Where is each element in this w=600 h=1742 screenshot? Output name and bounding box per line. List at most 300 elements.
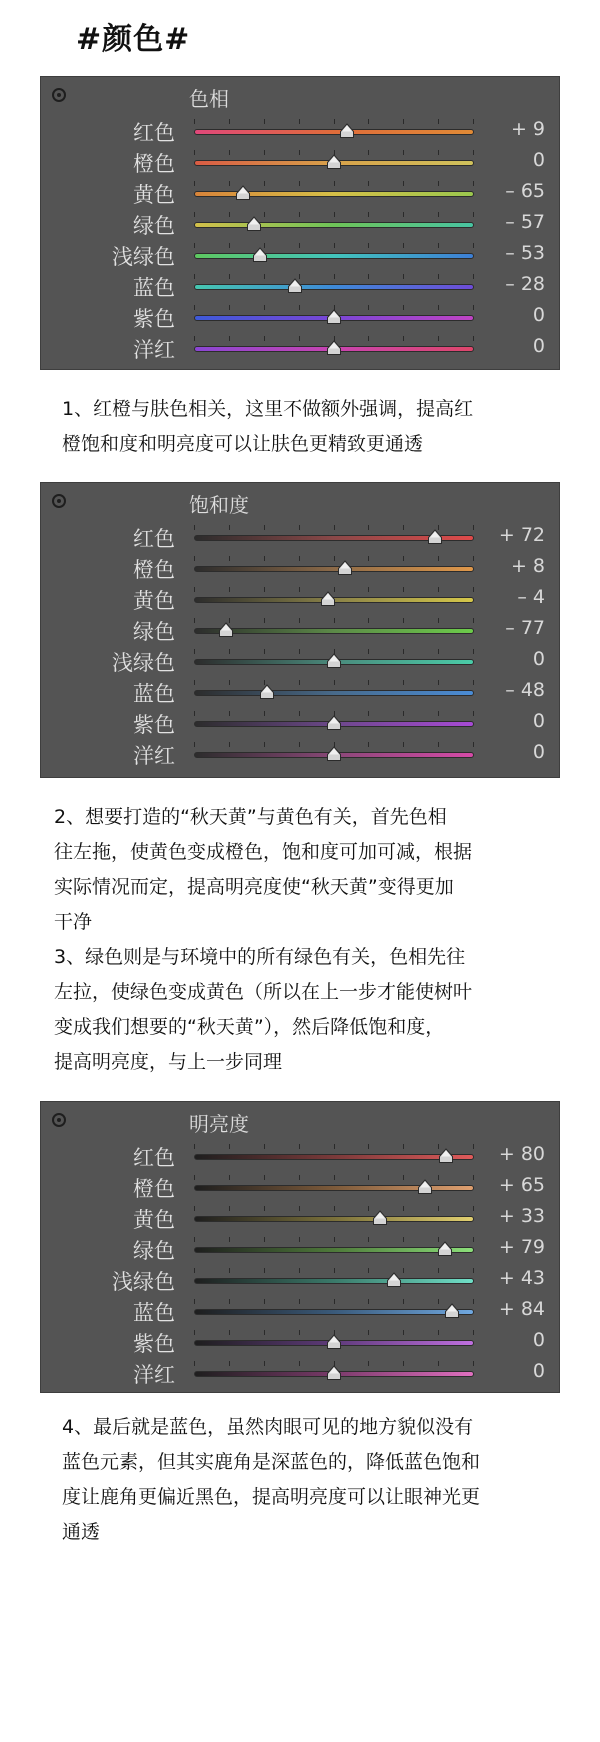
slider-ticks	[194, 243, 474, 248]
slider-row-aqua	[41, 1262, 559, 1296]
tick-mark	[334, 556, 335, 561]
slider-thumb-magenta[interactable]	[326, 340, 342, 356]
slider-row-purple	[41, 1324, 559, 1358]
slider-ticks	[194, 556, 474, 561]
tick-mark	[368, 212, 369, 217]
text-line: 3、绿色则是与环境中的所有绿色有关，色相先往	[54, 946, 466, 968]
tick-mark	[473, 119, 474, 124]
tick-mark	[229, 305, 230, 310]
slider-ticks	[194, 1268, 474, 1273]
tick-mark	[473, 1144, 474, 1149]
tick-mark	[229, 1144, 230, 1149]
slider-row-aqua	[41, 643, 559, 677]
slider-value[interactable]: – 77	[505, 617, 545, 639]
slider-value[interactable]: + 8	[510, 555, 545, 577]
tick-mark	[403, 243, 404, 248]
slider-value[interactable]: – 28	[505, 273, 545, 295]
slider-label: 洋红	[133, 338, 175, 362]
tick-mark	[264, 742, 265, 747]
tick-mark	[229, 336, 230, 341]
tick-mark	[403, 212, 404, 217]
tick-mark	[229, 711, 230, 716]
text-line: 实际情况而定，提高明亮度使“秋天黄”变得更加	[54, 876, 454, 898]
slider-label: 浅绿色	[112, 651, 175, 675]
tick-mark	[299, 1144, 300, 1149]
tick-mark	[473, 274, 474, 279]
slider-thumb-blue[interactable]	[444, 1303, 460, 1319]
tick-mark	[473, 336, 474, 341]
text-line: 橙饱和度和明亮度可以让肤色更精致更通透	[62, 433, 424, 455]
tick-mark	[368, 1144, 369, 1149]
tick-mark	[334, 680, 335, 685]
slider-value[interactable]: + 43	[498, 1267, 545, 1289]
slider-row-purple	[41, 299, 559, 333]
slider-thumb-purple[interactable]	[326, 715, 342, 731]
slider-value[interactable]: + 79	[498, 1236, 545, 1258]
tick-mark	[229, 243, 230, 248]
slider-value[interactable]: 0	[532, 335, 545, 357]
slider-label: 浅绿色	[112, 245, 175, 269]
tick-mark	[194, 742, 195, 747]
luminance-panel	[40, 1101, 560, 1393]
tick-mark	[438, 119, 439, 124]
tick-mark	[438, 181, 439, 186]
tick-mark	[438, 336, 439, 341]
slider-track-red[interactable]	[194, 129, 474, 135]
saturation-panel	[40, 482, 560, 778]
tick-mark	[229, 1361, 230, 1366]
tick-mark	[368, 1175, 369, 1180]
slider-thumb-magenta[interactable]	[326, 746, 342, 762]
tick-mark	[403, 649, 404, 654]
tick-mark	[194, 1237, 195, 1242]
tick-mark	[264, 525, 265, 530]
slider-thumb-yellow[interactable]	[372, 1210, 388, 1226]
tick-mark	[264, 1144, 265, 1149]
slider-row-blue	[41, 268, 559, 302]
slider-thumb-aqua[interactable]	[326, 653, 342, 669]
tick-mark	[438, 150, 439, 155]
text-line: 度让鹿角更偏近黑色，提高明亮度可以让眼神光更	[62, 1486, 481, 1508]
slider-label: 洋红	[133, 744, 175, 768]
tick-mark	[194, 680, 195, 685]
slider-row-orange	[41, 1169, 559, 1203]
panel-header	[41, 483, 559, 519]
slider-value[interactable]: 0	[532, 741, 545, 763]
slider-value[interactable]: + 65	[498, 1174, 545, 1196]
slider-value[interactable]: + 80	[498, 1143, 545, 1165]
slider-thumb-aqua[interactable]	[252, 247, 268, 263]
tick-mark	[264, 119, 265, 124]
tick-mark	[473, 243, 474, 248]
slider-thumb-magenta[interactable]	[326, 1365, 342, 1381]
tick-mark	[438, 1361, 439, 1366]
tick-mark	[473, 1361, 474, 1366]
tick-mark	[368, 711, 369, 716]
tick-mark	[229, 649, 230, 654]
slider-thumb-green[interactable]	[437, 1241, 453, 1257]
slider-thumb-green[interactable]	[218, 622, 234, 638]
tick-mark	[194, 1175, 195, 1180]
tick-mark	[299, 1268, 300, 1273]
tick-mark	[229, 1268, 230, 1273]
tick-mark	[473, 618, 474, 623]
tick-mark	[194, 1299, 195, 1304]
tick-mark	[299, 587, 300, 592]
tick-mark	[438, 1330, 439, 1335]
tick-mark	[403, 711, 404, 716]
tick-mark	[229, 119, 230, 124]
slider-thumb-purple[interactable]	[326, 309, 342, 325]
tick-mark	[368, 1361, 369, 1366]
tick-mark	[264, 1206, 265, 1211]
tick-mark	[368, 618, 369, 623]
tick-mark	[264, 150, 265, 155]
tick-mark	[368, 1299, 369, 1304]
slider-thumb-blue[interactable]	[259, 684, 275, 700]
slider-ticks	[194, 680, 474, 685]
tick-mark	[368, 1268, 369, 1273]
tick-mark	[194, 305, 195, 310]
tick-mark	[194, 119, 195, 124]
tick-mark	[368, 742, 369, 747]
slider-value[interactable]: + 33	[498, 1205, 545, 1227]
slider-ticks	[194, 119, 474, 124]
tick-mark	[264, 181, 265, 186]
tick-mark	[403, 150, 404, 155]
tick-mark	[473, 1330, 474, 1335]
slider-row-aqua	[41, 237, 559, 271]
tick-mark	[229, 1330, 230, 1335]
text-line: 往左拖，使黄色变成橙色，饱和度可加可减，根据	[54, 841, 473, 863]
slider-track-yellow[interactable]	[194, 1216, 474, 1222]
tick-mark	[403, 680, 404, 685]
tick-mark	[403, 1330, 404, 1335]
tick-mark	[334, 1144, 335, 1149]
tick-mark	[438, 680, 439, 685]
tick-mark	[194, 556, 195, 561]
tick-mark	[299, 649, 300, 654]
slider-ticks	[194, 1144, 474, 1149]
tick-mark	[229, 680, 230, 685]
tick-mark	[438, 711, 439, 716]
tick-mark	[368, 649, 369, 654]
tick-mark	[473, 742, 474, 747]
tick-mark	[264, 1299, 265, 1304]
panel-toggle-icon[interactable]	[52, 88, 66, 102]
tick-mark	[194, 525, 195, 530]
slider-value[interactable]: 0	[532, 648, 545, 670]
tick-mark	[473, 525, 474, 530]
slider-value[interactable]: 0	[532, 1360, 545, 1382]
slider-row-blue	[41, 674, 559, 708]
tick-mark	[403, 1361, 404, 1366]
tick-mark	[403, 742, 404, 747]
slider-value[interactable]: – 48	[505, 679, 545, 701]
tick-mark	[194, 336, 195, 341]
tick-mark	[334, 1299, 335, 1304]
slider-value[interactable]: 0	[532, 149, 545, 171]
tick-mark	[368, 680, 369, 685]
tick-mark	[264, 336, 265, 341]
tick-mark	[368, 274, 369, 279]
tick-mark	[299, 1330, 300, 1335]
tick-mark	[229, 274, 230, 279]
slider-row-yellow	[41, 1200, 559, 1234]
tick-mark	[334, 1237, 335, 1242]
tick-mark	[229, 1175, 230, 1180]
slider-label: 绿色	[133, 214, 175, 238]
tick-mark	[299, 181, 300, 186]
panel-toggle-icon[interactable]	[52, 1113, 66, 1127]
tick-mark	[438, 587, 439, 592]
slider-thumb-purple[interactable]	[326, 1334, 342, 1350]
tick-mark	[368, 150, 369, 155]
slider-ticks	[194, 618, 474, 623]
tick-mark	[264, 1237, 265, 1242]
slider-label: 浅绿色	[112, 1270, 175, 1294]
slider-thumb-blue[interactable]	[287, 278, 303, 294]
tick-mark	[299, 1237, 300, 1242]
tick-mark	[334, 243, 335, 248]
tick-mark	[264, 1268, 265, 1273]
slider-ticks	[194, 1237, 474, 1242]
panel-header	[41, 1102, 559, 1138]
slider-thumb-yellow[interactable]	[235, 185, 251, 201]
tick-mark	[403, 119, 404, 124]
paragraph-2	[54, 800, 554, 1080]
text-line: 变成我们想要的“秋天黄”），然后降低饱和度，	[54, 1016, 445, 1038]
slider-track-red[interactable]	[194, 1154, 474, 1160]
slider-thumb-orange[interactable]	[337, 560, 353, 576]
tick-mark	[403, 305, 404, 310]
slider-track-blue[interactable]	[194, 284, 474, 290]
tick-mark	[368, 525, 369, 530]
slider-label: 紫色	[133, 1332, 175, 1356]
panel-header	[41, 77, 559, 113]
tick-mark	[264, 556, 265, 561]
panel-title: 饱和度	[189, 493, 249, 517]
tick-mark	[264, 212, 265, 217]
slider-value[interactable]: 0	[532, 1329, 545, 1351]
tick-mark	[368, 1237, 369, 1242]
text-line: 提高明亮度，与上一步同理	[54, 1051, 283, 1073]
slider-label: 洋红	[133, 1363, 175, 1387]
tick-mark	[368, 587, 369, 592]
tick-mark	[473, 556, 474, 561]
slider-thumb-aqua[interactable]	[386, 1272, 402, 1288]
slider-ticks	[194, 212, 474, 217]
tick-mark	[229, 1206, 230, 1211]
tick-mark	[403, 1237, 404, 1242]
slider-row-blue	[41, 1293, 559, 1327]
tick-mark	[229, 1237, 230, 1242]
tick-mark	[368, 1330, 369, 1335]
tick-mark	[368, 243, 369, 248]
tick-mark	[264, 618, 265, 623]
tick-mark	[194, 711, 195, 716]
slider-value[interactable]: – 4	[517, 586, 545, 608]
slider-track-orange[interactable]	[194, 566, 474, 572]
tick-mark	[299, 212, 300, 217]
tick-mark	[229, 181, 230, 186]
slider-track-green[interactable]	[194, 628, 474, 634]
tick-mark	[194, 618, 195, 623]
slider-label: 红色	[133, 527, 175, 551]
slider-thumb-red[interactable]	[438, 1148, 454, 1164]
tick-mark	[473, 1206, 474, 1211]
tick-mark	[403, 336, 404, 341]
tick-mark	[194, 181, 195, 186]
tick-mark	[438, 1175, 439, 1180]
tick-mark	[403, 1268, 404, 1273]
slider-thumb-orange[interactable]	[417, 1179, 433, 1195]
tick-mark	[473, 212, 474, 217]
slider-thumb-orange[interactable]	[326, 154, 342, 170]
tick-mark	[473, 1175, 474, 1180]
slider-value[interactable]: – 57	[505, 211, 545, 233]
tick-mark	[368, 1206, 369, 1211]
slider-row-magenta	[41, 330, 559, 364]
tick-mark	[438, 649, 439, 654]
tick-mark	[438, 305, 439, 310]
tick-mark	[368, 556, 369, 561]
slider-row-green	[41, 1231, 559, 1265]
panel-toggle-icon[interactable]	[52, 494, 66, 508]
slider-value[interactable]: 0	[532, 710, 545, 732]
tick-mark	[299, 150, 300, 155]
tick-mark	[403, 587, 404, 592]
tick-mark	[403, 1299, 404, 1304]
slider-row-red	[41, 1138, 559, 1172]
slider-row-orange	[41, 144, 559, 178]
tick-mark	[194, 1361, 195, 1366]
slider-label: 蓝色	[133, 276, 175, 300]
slider-track-blue[interactable]	[194, 1309, 474, 1315]
slider-label: 橙色	[133, 1177, 175, 1201]
tick-mark	[473, 680, 474, 685]
slider-track-green[interactable]	[194, 1247, 474, 1253]
tick-mark	[299, 305, 300, 310]
tick-mark	[438, 1299, 439, 1304]
tick-mark	[438, 556, 439, 561]
slider-track-aqua[interactable]	[194, 1278, 474, 1284]
tick-mark	[403, 525, 404, 530]
tick-mark	[264, 1330, 265, 1335]
slider-thumb-red[interactable]	[427, 529, 443, 545]
tick-mark	[264, 711, 265, 716]
tick-mark	[229, 525, 230, 530]
tick-mark	[334, 1175, 335, 1180]
slider-value[interactable]: + 84	[498, 1298, 545, 1320]
tick-mark	[229, 742, 230, 747]
slider-row-yellow	[41, 581, 559, 615]
tick-mark	[473, 305, 474, 310]
tick-mark	[264, 649, 265, 654]
tick-mark	[194, 1144, 195, 1149]
text-line: 4、最后就是蓝色，虽然肉眼可见的地方貌似没有	[62, 1416, 474, 1438]
slider-row-magenta	[41, 1355, 559, 1389]
tick-mark	[438, 1206, 439, 1211]
slider-row-purple	[41, 705, 559, 739]
tick-mark	[334, 274, 335, 279]
tick-mark	[299, 680, 300, 685]
slider-value[interactable]: – 65	[505, 180, 545, 202]
slider-value[interactable]: – 53	[505, 242, 545, 264]
slider-value[interactable]: + 72	[498, 524, 545, 546]
tick-mark	[299, 1206, 300, 1211]
slider-value[interactable]: 0	[532, 304, 545, 326]
tick-mark	[403, 1175, 404, 1180]
slider-row-yellow	[41, 175, 559, 209]
slider-row-green	[41, 206, 559, 240]
tick-mark	[299, 1361, 300, 1366]
text-line: 1、红橙与肤色相关，这里不做额外强调，提高红	[62, 398, 474, 420]
text-line: 通透	[62, 1521, 101, 1543]
tick-mark	[194, 212, 195, 217]
slider-label: 红色	[133, 1146, 175, 1170]
slider-thumb-yellow[interactable]	[320, 591, 336, 607]
tick-mark	[368, 336, 369, 341]
tick-mark	[473, 587, 474, 592]
tick-mark	[229, 556, 230, 561]
tick-mark	[473, 711, 474, 716]
slider-label: 橙色	[133, 558, 175, 582]
tick-mark	[438, 243, 439, 248]
tick-mark	[334, 618, 335, 623]
slider-track-aqua[interactable]	[194, 253, 474, 259]
tick-mark	[264, 1175, 265, 1180]
slider-label: 蓝色	[133, 1301, 175, 1325]
tick-mark	[194, 150, 195, 155]
tick-mark	[438, 742, 439, 747]
tick-mark	[299, 119, 300, 124]
tick-mark	[194, 274, 195, 279]
tick-mark	[194, 1330, 195, 1335]
tick-mark	[194, 587, 195, 592]
tick-mark	[299, 1175, 300, 1180]
tick-mark	[438, 212, 439, 217]
slider-row-magenta	[41, 736, 559, 770]
tick-mark	[299, 742, 300, 747]
tick-mark	[334, 1268, 335, 1273]
tick-mark	[334, 525, 335, 530]
slider-row-orange	[41, 550, 559, 584]
slider-value[interactable]: + 9	[510, 118, 545, 140]
tick-mark	[403, 1206, 404, 1211]
slider-thumb-green[interactable]	[246, 216, 262, 232]
tick-mark	[473, 150, 474, 155]
tick-mark	[264, 587, 265, 592]
tick-mark	[194, 1206, 195, 1211]
slider-label: 紫色	[133, 713, 175, 737]
tick-mark	[194, 649, 195, 654]
slider-label: 黄色	[133, 183, 175, 207]
slider-thumb-red[interactable]	[339, 123, 355, 139]
paragraph-1	[62, 392, 562, 462]
tick-mark	[299, 243, 300, 248]
text-line: 左拉，使绿色变成黄色（所以在上一步才能使树叶	[54, 981, 473, 1003]
slider-track-blue[interactable]	[194, 690, 474, 696]
tick-mark	[438, 618, 439, 623]
tick-mark	[403, 556, 404, 561]
tick-mark	[334, 119, 335, 124]
slider-label: 紫色	[133, 307, 175, 331]
slider-track-green[interactable]	[194, 222, 474, 228]
tick-mark	[299, 618, 300, 623]
tick-mark	[299, 1299, 300, 1304]
tick-mark	[473, 181, 474, 186]
